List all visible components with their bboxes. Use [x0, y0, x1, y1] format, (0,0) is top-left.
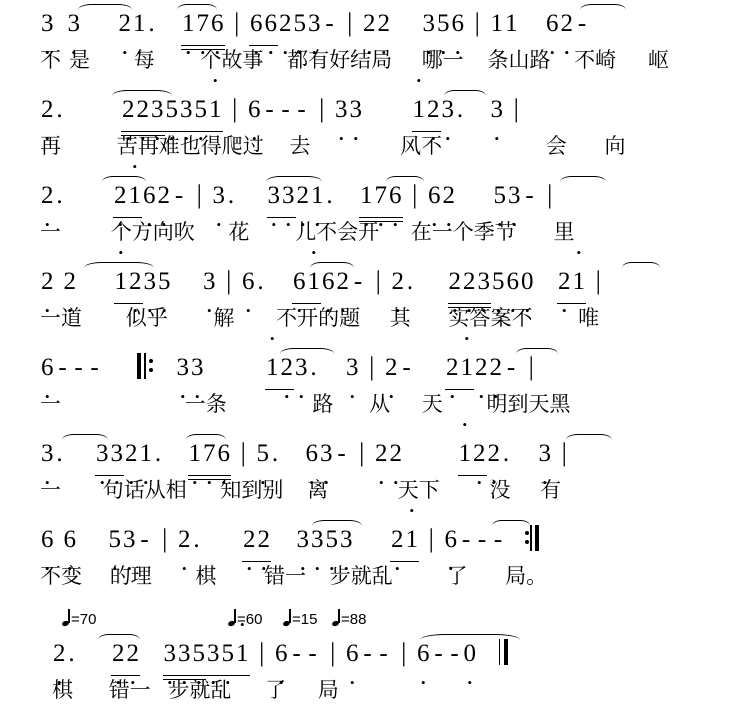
music-system-2 [0, 86, 729, 172]
quarter-note-icon [332, 610, 341, 627]
beamed-group: 2 •2 •3 • [448, 259, 492, 305]
beamed-group: 1 •7 •6 • [181, 1, 225, 47]
beamed-group: 2 •2 • [242, 517, 271, 563]
music-system-6 [0, 430, 729, 516]
music-system-3 [0, 172, 729, 258]
notation-line-6: 3 • . 3 •3 •2 •1 • . 1 •7 •6 • | 5 • . 6 •3 • - | 2 •2 • • 12 •2 • . 3 • | [0, 430, 729, 476]
slur-icon [560, 176, 606, 188]
slur-icon [516, 348, 558, 360]
music-system-5 [0, 344, 729, 430]
beamed-group: 3 •5 •• 1 [206, 631, 250, 677]
beamed-group: 2 •• 1 [557, 259, 586, 305]
quarter-note-icon [62, 610, 71, 627]
notation-line-7: 6 • 6 • 5 •3 • - | 2 • . 2 •2 • 3 •3 •5 •3 • 2 •• 1 | 6 • - - - [0, 516, 729, 562]
beamed-group: 1 •7 •6 • [359, 173, 403, 219]
beamed-group: • 12 • [265, 345, 294, 391]
lyrics-line-4: 一道 似乎 解 不开的题 其 实答案不 唯 [40, 307, 600, 330]
lyrics-line-8: 棋 错一 步就乱 了 局 [52, 679, 339, 702]
repeat-end-sign-icon [525, 523, 539, 553]
beamed-group: 3 •3 • [267, 173, 296, 219]
beamed-group: • 12 • [114, 259, 143, 305]
slur-icon [580, 4, 626, 16]
music-system-1 [0, 0, 729, 86]
repeat-start-sign-icon [137, 351, 151, 381]
quarter-note-icon [283, 610, 292, 627]
beamed-group: 5 •3 • [165, 87, 194, 133]
notation-line-4: 2 • 2 • • 12 •3 •5 • 3 • | 6 • . 6 •• 16 •2 • - | 2 • . 2 •2 •3 •5 •6 •0 • 2 •• 1 | [0, 258, 729, 304]
lyrics-line-7: 不变 的理 棋 错一 步就乱 了 局。 [40, 565, 548, 588]
music-system-7 [0, 516, 729, 602]
lyrics-line-3: 一 个方向吹 花 儿不会开 在一个季节 里 [40, 221, 575, 244]
notation-line-5: 6 • - - - 3 •3 • • 12 •3 • . 3 • | 2 • - 2 •• 12 •2 • - | [0, 344, 729, 390]
beamed-group: 2 •• 1 [445, 345, 474, 391]
beamed-group: 2 •2 • [111, 631, 140, 677]
lyrics-line-1: 不 是 每 个故事 都有好结局 哪一 条山路 不崎 岖 [40, 49, 669, 72]
beamed-group: 3 •3 • [95, 431, 124, 477]
music-system-4 [0, 258, 729, 344]
beamed-group: 5 •• 1 [194, 87, 223, 133]
beamed-group: 6 •6 • [249, 1, 278, 47]
lyrics-line-6: 一 句话从相 知到别 离 天下 没 有 [40, 479, 562, 502]
notation-line-3: 2 • . 2 •• 16 •2 • - | 3 • . 3 •3 •2 •1 • . 1 •7 •6 • | 6 •2 • 5 •3 • - | [0, 172, 729, 218]
tempo-mark-3: =15 [283, 610, 317, 628]
lyrics-line-2: 再 苦再难也得爬过 去 风不 会 向 [40, 135, 626, 158]
beamed-group: 2 •• 1 [113, 173, 142, 219]
beamed-group: 2 •2 •3 • [121, 87, 165, 133]
notation-line-2: 2 • . 2 •2 •3 •5 •3 •5 •• 1 | 6 • - - - | 3 •3 • • 12 •3 • . 3 • | [0, 86, 729, 132]
notation-line-8: 2 • . 2 •2 • 3 •3 •5 •3 •5 •• 1 | 6 • - - | 6 • - - | 6 • - - 0 • [0, 630, 729, 676]
beamed-group: • 12 • [458, 431, 487, 477]
notation-line-1: 3 • 3 • 2 •1 • . 1 •7 •6 • | 6 •6 •2 •5 •3 • - | 2 •2 • 3 •5 •6 • | • 1• 1 6 •2 • - [0, 0, 729, 46]
tempo-mark-1: =70 [62, 610, 96, 628]
music-system-8 [0, 630, 729, 702]
beamed-group: 6 •• 1 [292, 259, 321, 305]
quarter-note-icon [228, 610, 237, 627]
final-barline-icon [498, 637, 510, 667]
tempo-mark-4: =88 [332, 610, 366, 628]
lyrics-line-5: 一 一条 路 从 天 明到天黑 [40, 393, 571, 416]
slur-icon [566, 434, 612, 446]
beamed-group: 3 •3 •5 • [163, 631, 207, 677]
beamed-group: 2 •• 1 [390, 517, 419, 563]
beamed-group: • 12 • [412, 87, 441, 133]
slur-icon [622, 262, 660, 274]
tempo-marks-row [0, 602, 729, 630]
beamed-group: 1 •7 •6 • [188, 431, 232, 477]
tempo-mark-2: =60 [228, 610, 262, 628]
